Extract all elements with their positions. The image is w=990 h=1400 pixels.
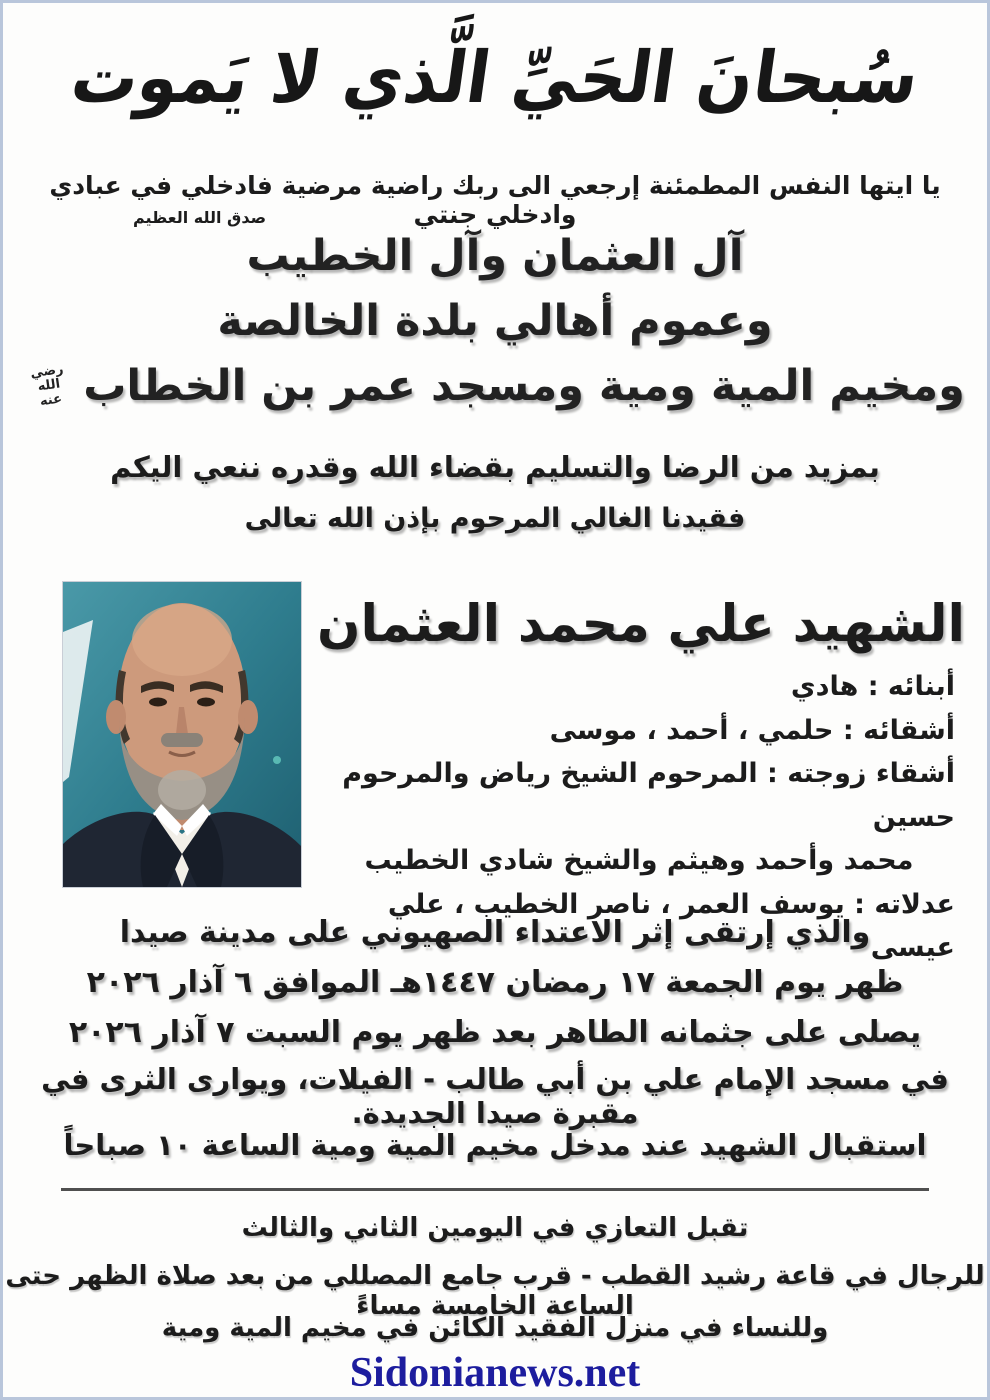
- relatives-brothers-in-law: عدلاته : يوسف العمر ، ناصر الخطيب ، علي عيسى: [387, 888, 955, 963]
- relatives-brothers: أشقائه : حلمي ، أحمد ، موسى: [549, 714, 955, 746]
- martyrdom-line: والذي إرتقى إثر الاعتداء الصهيوني على مدينة صيدا: [119, 915, 871, 950]
- quran-verse: يا ايتها النفس المطمئنة إرجعي الى ربك راضية مرضية فادخلي في عبادي وادخلي جنتي: [49, 171, 941, 229]
- condolence-women-line: وللنساء في منزل الفقيد الكائن في مخيم المية ومية: [161, 1313, 829, 1343]
- announcement-line-1: بمزيد من الرضا والتسليم بقضاء الله وقدره ننعي اليكم: [110, 450, 880, 484]
- bismillah-calligraphy: سُبحانَ الحَيِّ الَّذي لا يَموت: [66, 35, 924, 120]
- deceased-photo: [62, 581, 302, 888]
- verse-attribution: صدق الله العظيم: [133, 208, 267, 227]
- site-watermark: Sidonianews.net: [349, 1350, 641, 1396]
- relatives-wife-brothers-cont: محمد وأحمد وهيثم والشيخ شادي الخطيب: [364, 845, 914, 876]
- death-date-line: ظهر يوم الجمعة ١٧ رمضان ١٤٤٧هـ الموافق ٦ آذار ٢٠٢٦: [86, 965, 904, 1000]
- condolence-men-line: للرجال في قاعة رشيد القطب - قرب جامع المصللي من بعد صلاة الظهر حتى الساعة الخامسة مساءً: [5, 1261, 985, 1321]
- portrait-graphic: [63, 582, 301, 887]
- relatives-wife-brothers: أشقاء زوجته : المرحوم الشيخ رياض والمرحوم حسين: [342, 758, 955, 833]
- announcement-line-2: فقيدنا الغالي المرحوم بإذن الله تعالى: [244, 503, 746, 534]
- families-line-1: آل العثمان وآل الخطيب: [246, 231, 744, 281]
- families-line-3-text: ومخيم المية ومية ومسجد عمر بن الخطاب: [83, 361, 965, 411]
- condolence-days-line: تقبل التعازي في اليومين الثاني والثالث: [241, 1213, 749, 1243]
- radi-allahu-anhu-mark: رضي الله عنه: [29, 361, 65, 409]
- families-line-2: وعموم أهالي بلدة الخالصة: [217, 296, 773, 346]
- prayer-date-line: يصلى على جثمانه الطاهر بعد ظهر يوم السبت ٧ آذار ٢٠٢٦: [68, 1015, 922, 1050]
- families-line-3: [3, 361, 987, 411]
- burial-place-line: في مسجد الإمام علي بن أبي طالب - الفيلات، ويوارى الثرى في مقبرة صيدا الجديدة.: [41, 1062, 949, 1130]
- relatives-sons: أبنائه : هادي: [790, 671, 955, 702]
- section-divider: [61, 1188, 929, 1191]
- reception-line: استقبال الشهيد عند مدخل مخيم المية ومية الساعة ١٠ صباحاً: [63, 1128, 927, 1162]
- deceased-name: الشهيد علي محمد العثمان: [316, 595, 966, 654]
